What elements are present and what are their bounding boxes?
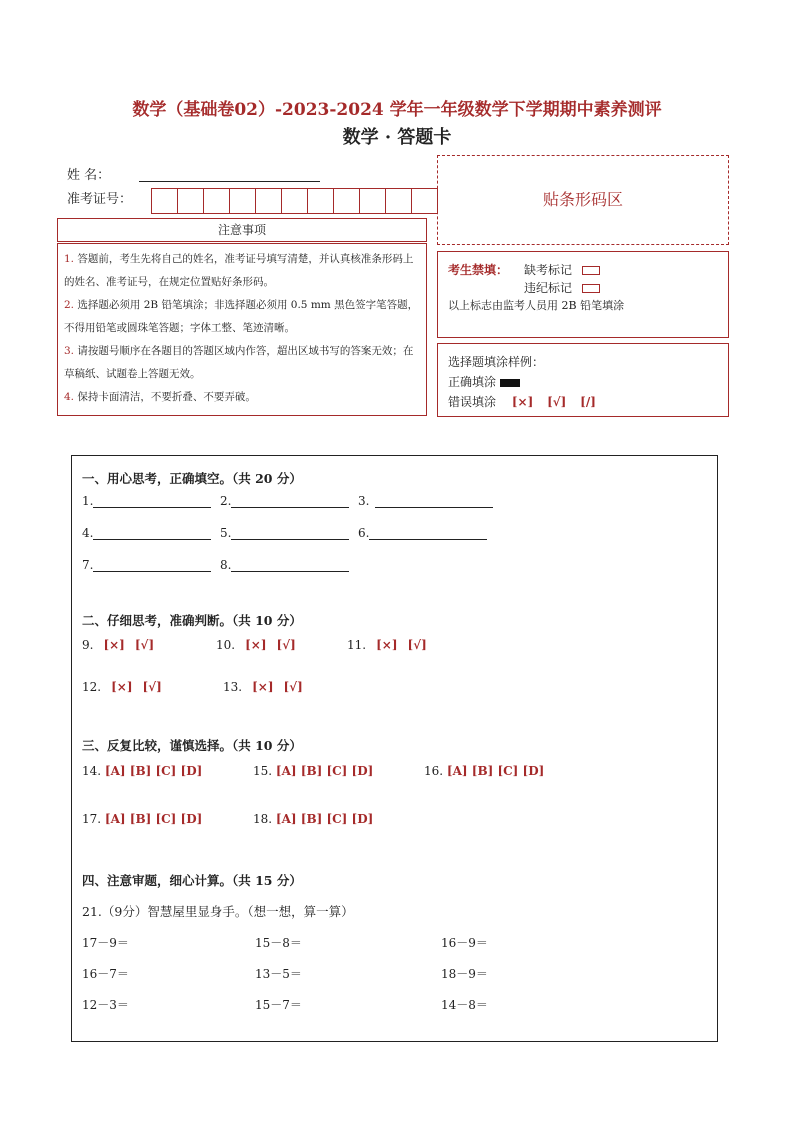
absent-mark-box[interactable] [582, 266, 600, 275]
option-wrong[interactable]: [×] [252, 680, 274, 694]
sample-box [437, 343, 729, 417]
notice-body [57, 243, 427, 416]
fill-row: 7. [82, 558, 211, 572]
answer-sheet-subtitle: 数学 · 答题卡 [342, 127, 452, 148]
section-4-title: 四、注意审题，细心计算。（共 15 分） [82, 873, 302, 888]
id-digit-box[interactable] [334, 189, 360, 213]
choice-options[interactable]: [A] [B] [C] [D] [275, 764, 374, 778]
forbidden-box [437, 251, 729, 338]
option-right[interactable]: [√] [407, 638, 427, 652]
calc-item[interactable]: 16－9＝ [441, 936, 488, 950]
choice-options[interactable]: [A] [B] [C] [D] [275, 812, 374, 826]
section-3-title: 三、反复比较，谨慎选择。（共 10 分） [82, 738, 302, 753]
id-digit-box[interactable] [204, 189, 230, 213]
answer-blank[interactable] [93, 527, 211, 540]
id-digit-box[interactable] [178, 189, 204, 213]
name-label: 姓 名： [67, 168, 111, 183]
id-digit-box[interactable] [360, 189, 386, 213]
choice-options[interactable]: [A] [B] [C] [D] [446, 764, 545, 778]
notice-item: 2. 选择题必须用 2B 铅笔填涂；非选择题必须用 0.5 mm 黑色签字笔答题，不得用铅笔或圆珠笔答题；字体工整、笔迹清晰。 [64, 299, 419, 334]
option-right[interactable]: [√] [283, 680, 303, 694]
option-right[interactable]: [√] [142, 680, 162, 694]
judge-row: 10. [×] [√] [216, 638, 296, 652]
correct-fill-row: 正确填涂 [448, 373, 520, 390]
choice-options[interactable]: [A] [B] [C] [D] [104, 812, 203, 826]
choice-row: 15. [A] [B] [C] [D] [253, 764, 374, 778]
choice-row: 16. [A] [B] [C] [D] [424, 764, 545, 778]
forbidden-label: 考生禁填： [448, 263, 509, 277]
exam-id-label: 准考证号： [67, 192, 133, 207]
barcode-label: 贴条形码区 [542, 190, 623, 209]
id-digit-box[interactable] [256, 189, 282, 213]
judge-row: 13. [×] [√] [223, 680, 303, 694]
exam-title: 数学（基础卷02）-2023-2024 学年一年级数学下学期期中素养测评 [132, 100, 662, 120]
notice-heading: 注意事项 [57, 218, 427, 242]
section-2-title: 二、仔细思考，准确判断。（共 10 分） [82, 613, 302, 628]
answer-blank[interactable] [231, 527, 349, 540]
id-digit-box[interactable] [386, 189, 412, 213]
notice-item: 1. 答题前，考生先将自己的姓名，准考证号填写清楚，并认真核准条形码上的姓名、准考证号，在规定位置贴好条形码。 [64, 253, 414, 288]
barcode-area [437, 155, 729, 245]
id-digit-box[interactable] [152, 189, 178, 213]
answer-blank[interactable] [93, 495, 211, 508]
absent-mark-row: 缺考标记 [524, 261, 600, 278]
option-wrong[interactable]: [×] [111, 680, 133, 694]
violation-mark-row: 违纪标记 [524, 279, 600, 296]
filled-sample-mark [500, 379, 520, 387]
calc-item[interactable]: 14－8＝ [441, 998, 488, 1012]
fill-row: 1. [82, 494, 211, 508]
id-digit-box[interactable] [308, 189, 334, 213]
choice-row: 17. [A] [B] [C] [D] [82, 812, 203, 826]
option-wrong[interactable]: [×] [245, 638, 267, 652]
answer-blank[interactable] [231, 559, 349, 572]
section-1-title: 一、用心思考，正确填空。（共 20 分） [82, 471, 302, 486]
calc-item[interactable]: 15－7＝ [255, 998, 302, 1012]
answer-blank[interactable] [369, 527, 487, 540]
option-wrong[interactable]: [×] [376, 638, 398, 652]
fill-row: 3. [358, 494, 493, 508]
forbidden-note: 以上标志由监考人员用 2B 铅笔填涂 [448, 299, 625, 312]
answer-blank[interactable] [231, 495, 349, 508]
fill-row: 2. [220, 494, 349, 508]
id-digit-box[interactable] [412, 189, 437, 213]
judge-row: 9. [×] [√] [82, 638, 155, 652]
judge-row: 12. [×] [√] [82, 680, 162, 694]
calc-item[interactable]: 15－8＝ [255, 936, 302, 950]
wrong-fill-row: 错误填涂 [×] [√] [/] [448, 395, 596, 409]
calc-item[interactable]: 12－3＝ [82, 998, 129, 1012]
judge-row: 11. [×] [√] [347, 638, 427, 652]
calc-item[interactable]: 13－5＝ [255, 967, 302, 981]
calc-item[interactable]: 16－7＝ [82, 967, 129, 981]
notice-item: 3. 请按题号顺序在各题目的答题区域内作答，超出区域书写的答案无效；在草稿纸、试题卷上答题无效。 [64, 345, 414, 380]
answer-blank[interactable] [375, 495, 493, 508]
sample-title: 选择题填涂样例： [448, 355, 545, 369]
calc-item[interactable]: 17－9＝ [82, 936, 129, 950]
calc-item[interactable]: 18－9＝ [441, 967, 488, 981]
question-21: 21.（9分）智慧屋里显身手。（想一想，算一算） [82, 904, 354, 919]
choice-row: 14. [A] [B] [C] [D] [82, 764, 203, 778]
option-wrong[interactable]: [×] [103, 638, 125, 652]
answer-blank[interactable] [93, 559, 211, 572]
fill-row: 4. [82, 526, 211, 540]
fill-row: 8. [220, 558, 349, 572]
fill-row: 6. [358, 526, 487, 540]
option-right[interactable]: [√] [134, 638, 155, 652]
exam-id-boxes[interactable] [151, 188, 438, 214]
option-right[interactable]: [√] [276, 638, 296, 652]
id-digit-box[interactable] [282, 189, 308, 213]
fill-row: 5. [220, 526, 349, 540]
violation-mark-box[interactable] [582, 284, 600, 293]
name-field[interactable] [139, 167, 320, 182]
choice-options[interactable]: [A] [B] [C] [D] [104, 764, 203, 778]
notice-item: 4. 保持卡面清洁，不要折叠、不要弄破。 [64, 391, 256, 403]
choice-row: 18. [A] [B] [C] [D] [253, 812, 374, 826]
id-digit-box[interactable] [230, 189, 256, 213]
